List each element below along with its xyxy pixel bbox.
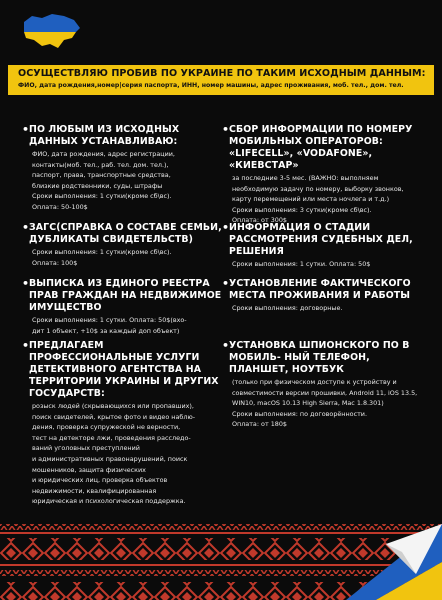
service-line: и административных правонарушений, поиск — [32, 454, 188, 463]
service-line: розыск людей (скрывающихся или пропавших), — [32, 402, 194, 410]
service-line: Сроки выполнения: 1 сутки(кроме сб\вс). — [32, 248, 172, 256]
service-line: ФИО, дата рождения, адрес регистрации, — [32, 150, 175, 158]
service-line: тест на детекторе лжи, проведения расследо- — [32, 433, 191, 442]
service-line: совместимости версии прошивки, Android 11, iOS 13.5, — [232, 388, 418, 397]
service-line: (только при физическом доступе к устройству и — [232, 378, 397, 386]
service-item — [22, 222, 222, 268]
banner-title: ОСУЩЕСТВЛЯЮ ПРОБИВ ПО УКРАИНЕ ПО ТАКИМ ИСХОДНЫМ ДАННЫМ: — [18, 68, 426, 79]
service-line: Сроки выполнения: по договорённости. — [232, 409, 367, 418]
ukraine-map-flag-icon — [22, 8, 82, 54]
service-line: юридическая и психологическая поддержка. — [32, 497, 186, 506]
service-item — [222, 124, 422, 226]
service-heading: УСТАНОВЛЕНИЕ ФАКТИЧЕСКОГО МЕСТА ПРОЖИВАНИЯ И РАБОТЫ — [229, 278, 411, 301]
service-item — [222, 340, 422, 430]
service-line: поиск свидетелей, крытое фото и видео наблю- — [32, 412, 196, 421]
bullet-icon: • — [22, 123, 30, 136]
service-line: Сроки выполнения: 1 сутки. Оплата: 50$(вхо- — [32, 316, 187, 324]
service-line: и юридических лиц, проверка объектов — [32, 476, 168, 485]
bullet-icon: • — [22, 339, 30, 352]
service-heading: ПРЕДЛАГАЕМ ПРОФЕССИОНАЛЬНЫЕ УСЛУГИ ДЕТЕКТИВНОГО АГЕНТСТВА НА ТЕРРИТОРИИ УКРАИНЫ И ДРУГИХ ГОСУДАРСТВ: — [29, 340, 219, 399]
service-item — [22, 124, 222, 213]
service-line: дения, проверка супружеской не верности, — [32, 423, 181, 432]
service-item — [222, 278, 422, 314]
service-line: Оплата: 50-100$ — [32, 202, 88, 211]
service-line: недвижимости, квалифицированная — [32, 486, 157, 495]
service-item — [22, 278, 222, 336]
ukraine-flag-corner-icon — [346, 504, 442, 600]
service-line: Сроки выполнения: 1 сутки. Оплата: 50$ — [232, 260, 371, 268]
service-line: за последние 3-5 мес. (ВАЖНО: выполняем — [232, 174, 379, 182]
bullet-icon: • — [222, 277, 230, 290]
bullet-icon: • — [222, 123, 230, 136]
service-line: Оплата: от 180$ — [232, 420, 287, 429]
service-line: ваний уголовных преступлений — [32, 444, 140, 453]
banner-subtitle: ФИО, дата рождения,номер|серия паспорта, ИНН, номер машины, адрес проживания, моб. тел., дом. тел. — [18, 82, 404, 89]
service-line: WIN10, macOS 10.13 High Sierra, Mac 1.8.301) — [232, 399, 384, 408]
service-heading: СБОР ИНФОРМАЦИИ ПО НОМЕРУ МОБИЛЬНЫХ ОПЕРАТОРОВ: «LIFECELL», «VODAFONE», «КИЕВСТАР» — [229, 124, 413, 171]
service-line: мошенников, защита физических — [32, 465, 146, 474]
service-heading: ВЫПИСКА ИЗ ЕДИНОГО РЕЕСТРА ПРАВ ГРАЖДАН НА НЕДВИЖИМОЕ ИМУЩЕСТВО — [29, 278, 222, 313]
service-line: необходимую задачу по номеру, выборку звонков, — [232, 184, 404, 193]
bullet-icon: • — [222, 339, 230, 352]
bullet-icon: • — [22, 221, 30, 234]
service-heading: УСТАНОВКА ШПИОНСКОГО ПО В МОБИЛЬ- НЫЙ ТЕЛЕФОН, ПЛАНШЕТ, НОУТБУК — [229, 340, 410, 375]
service-line: Оплата: от 300$ — [232, 216, 287, 225]
service-line: дит 1 объект, +10$ за каждый доп объект) — [32, 326, 180, 335]
service-line: Сроки выполнения: 3 сутки(кроме сб\вс). — [232, 205, 372, 214]
service-line: паспорт, права, транспортные средства, — [32, 171, 171, 180]
service-line: Оплата: 100$ — [32, 258, 78, 267]
header-banner — [8, 65, 434, 95]
service-heading: ПО ЛЮБЫМ ИЗ ИСХОДНЫХ ДАННЫХ УСТАНАВЛИВАЮ: — [29, 124, 180, 147]
service-item — [22, 340, 222, 507]
bullet-icon: • — [222, 221, 230, 234]
service-item — [222, 222, 422, 270]
service-heading: ЗАГС(СПРАВКА О СОСТАВЕ СЕМЬИ, ДУБЛИКАТЫ СВИДЕТЕЛЬСТВ) — [29, 222, 222, 245]
service-line: контакты(моб. тел., раб. тел. дом. тел.), — [32, 160, 169, 169]
service-line: Сроки выполнения: договорные. — [232, 304, 343, 312]
service-line: карту перемещений или места ночлега и т.д.) — [232, 195, 390, 204]
bullet-icon: • — [22, 277, 30, 290]
service-line: близкие родственники, суды, штрафы — [32, 181, 163, 190]
service-line: Сроки выполнения: 1 сутки(кроме сб\вс). — [32, 192, 172, 201]
service-heading: ИНФОРМАЦИЯ О СТАДИИ РАССМОТРЕНИЯ СУДЕБНЫХ ДЕЛ, РЕШЕНИЯ — [229, 222, 413, 257]
